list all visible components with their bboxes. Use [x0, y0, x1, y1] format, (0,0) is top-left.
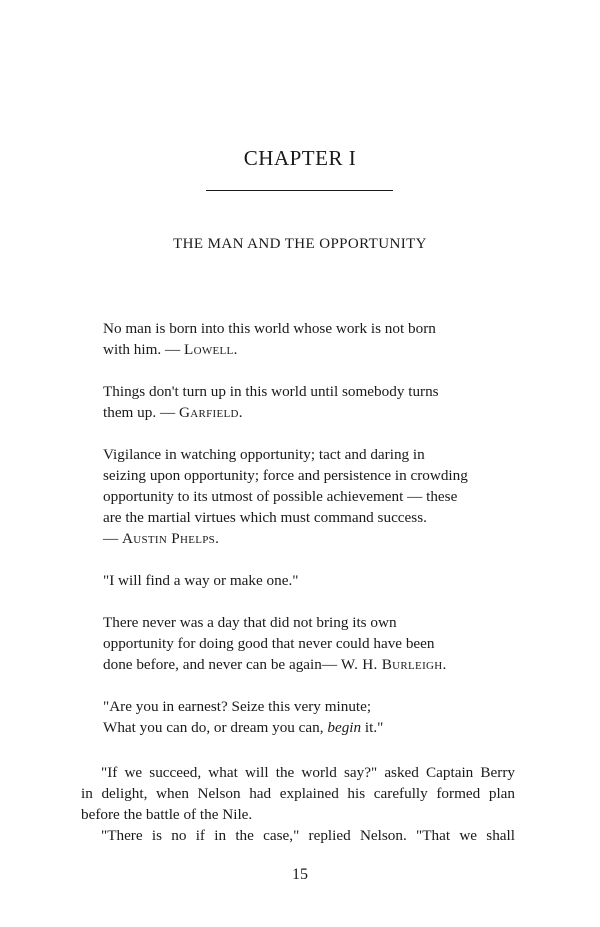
- epigraph-line: "Are you in earnest? Seize this very minute;: [103, 698, 372, 715]
- epigraph-line: [103, 402, 523, 423]
- epigraph-burleigh: [103, 612, 523, 675]
- epigraph-line: There never was a day that did not bring its own: [103, 614, 397, 631]
- epigraph-author: Lowell.: [184, 341, 238, 358]
- epigraph-line: seizing upon opportunity; force and persistence in crowding: [103, 467, 468, 484]
- body-line: "There is no if in the case," replied Nelson. "That we shall: [101, 827, 515, 844]
- epigraph-author: W. H. Burleigh.: [340, 656, 447, 673]
- epigraph-way: [103, 570, 523, 591]
- body-line: before the battle of the Nile.: [81, 806, 253, 823]
- epigraph-line: [103, 528, 523, 549]
- epigraph-text: What you can do, or dream you can,: [103, 719, 328, 736]
- chapter-divider: [206, 190, 393, 191]
- epigraph-author: Austin Phelps.: [121, 530, 220, 547]
- epigraph-line: Vigilance in watching opportunity; tact and daring in: [103, 446, 425, 463]
- epigraph-line: Things don't turn up in this world until somebody turns: [103, 383, 439, 400]
- epigraph-author: Garfield.: [178, 404, 243, 421]
- chapter-title: CHAPTER I: [243, 146, 357, 170]
- epigraph-text: with him. —: [103, 341, 185, 358]
- epigraph-line: opportunity for doing good that never could have been: [103, 635, 435, 652]
- epigraph-earnest: [103, 696, 523, 738]
- epigraph-text: done before, and never can be again—: [103, 656, 341, 673]
- body-line: "If we succeed, what will the world say?" asked Captain Berry: [101, 764, 515, 781]
- body-line: in delight, when Nelson had explained his carefully formed plan: [81, 785, 515, 802]
- epigraph-line: No man is born into this world whose work is not born: [103, 320, 436, 337]
- epigraph-line: [103, 339, 523, 360]
- epigraph-text: —: [103, 530, 122, 547]
- epigraph-line: [103, 654, 523, 675]
- chapter-subtitle: THE MAN AND THE OPPORTUNITY: [173, 236, 427, 252]
- epigraph-garfield: [103, 381, 523, 423]
- epigraph-section: [103, 318, 523, 759]
- epigraph-line: opportunity to its utmost of possible achievement — these: [103, 488, 458, 505]
- epigraph-lowell: [103, 318, 523, 360]
- epigraph-line: are the martial virtues which must command success.: [103, 509, 427, 526]
- epigraph-text: it.": [361, 719, 384, 736]
- body-paragraph: [81, 825, 515, 846]
- page-number: 15: [292, 866, 308, 883]
- body-paragraph: [81, 762, 515, 825]
- epigraph-phelps: [103, 444, 523, 549]
- epigraph-emphasis: begin: [327, 719, 362, 736]
- epigraph-text: them up. —: [103, 404, 179, 421]
- body-text: [81, 762, 515, 846]
- epigraph-line: "I will find a way or make one.": [103, 572, 299, 589]
- epigraph-line: [103, 717, 523, 738]
